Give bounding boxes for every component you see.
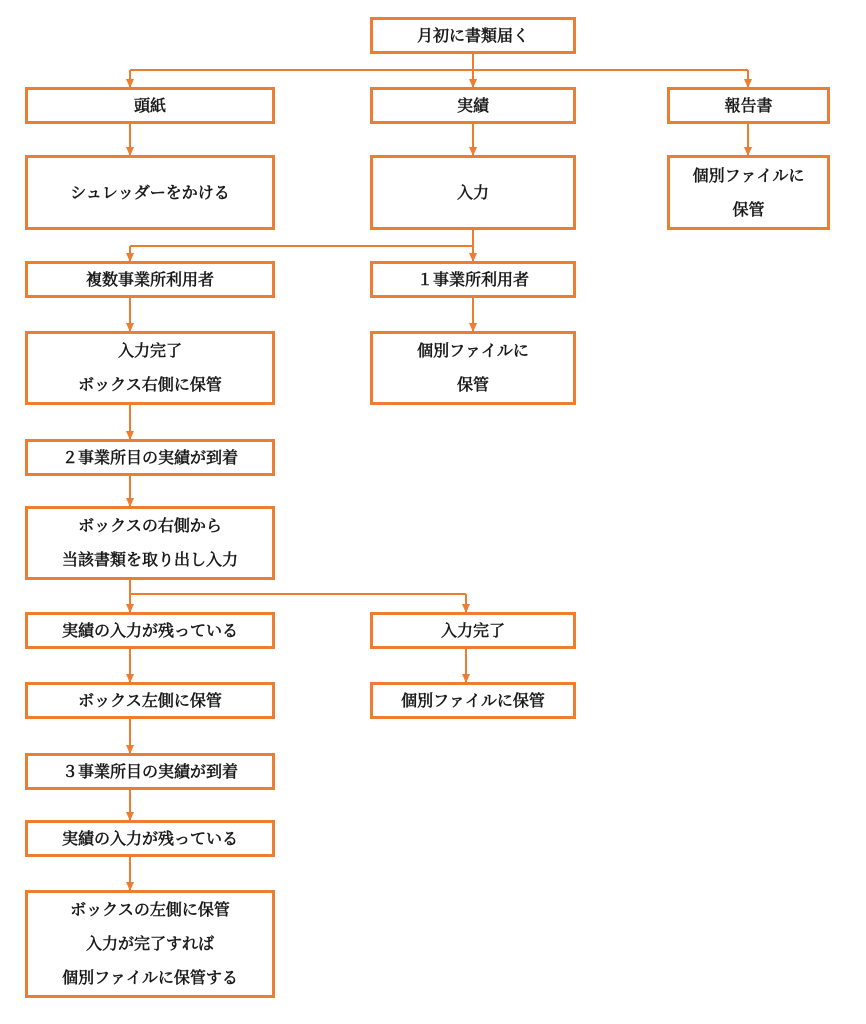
node-input (370, 155, 576, 230)
node-single-user-text: １事業所利用者 (416, 269, 529, 289)
node-input-text: 入力 (456, 182, 489, 202)
node-store-left (25, 682, 275, 719)
node-multi-done (25, 331, 275, 405)
node-third-arrive (25, 753, 275, 790)
node-single-user (370, 261, 576, 298)
node-report-file (667, 155, 830, 230)
node-start-text: 月初に書類届く (416, 25, 529, 45)
node-done2 (370, 612, 576, 649)
node-second-arrive-text: ２事業所目の実績が到着 (61, 447, 238, 467)
node-retrieve-line1: ボックスの右側から (78, 516, 222, 535)
node-file2 (370, 682, 576, 719)
node-store-left-text: ボックス左側に保管 (78, 690, 222, 710)
node-final-line2: 入力が完了すれば (85, 934, 214, 953)
node-results-text: 実績 (456, 95, 489, 115)
node-multi-done-line1: 入力完了 (117, 341, 182, 360)
node-multi-user (25, 261, 275, 298)
node-report-file-line1: 個別ファイルに (692, 165, 805, 185)
node-remaining1 (25, 612, 275, 649)
node-final-line3: 個別ファイルに保管する (62, 968, 238, 987)
edge-retrieve-split (130, 580, 466, 594)
node-single-file-line2: 保管 (456, 375, 489, 394)
node-single-file (370, 331, 576, 405)
node-second-arrive (25, 439, 275, 476)
node-final (25, 890, 275, 998)
node-start (370, 17, 576, 54)
node-third-arrive-text: ３事業所目の実績が到着 (61, 761, 238, 781)
node-remaining2 (25, 820, 275, 857)
node-retrieve (25, 506, 275, 580)
node-letterhead (25, 87, 275, 124)
node-letterhead-text: 頭紙 (133, 95, 166, 115)
node-single-file-line1: 個別ファイルに (417, 341, 529, 360)
node-report-file-line2: 保管 (732, 199, 765, 219)
edge-input-split (130, 230, 473, 246)
node-multi-done-line2: ボックス右側に保管 (78, 375, 222, 394)
node-final-line1: ボックスの左側に保管 (70, 900, 230, 919)
node-retrieve-line2: 当該書類を取り出し入力 (61, 550, 238, 569)
node-shredder (25, 155, 275, 230)
node-file2-text: 個別ファイルに保管 (401, 690, 545, 710)
node-remaining2-text: 実績の入力が残っている (61, 828, 238, 848)
node-remaining1-text: 実績の入力が残っている (61, 620, 238, 640)
node-report-text: 報告書 (724, 95, 773, 115)
node-done2-text: 入力完了 (440, 620, 505, 640)
node-results (370, 87, 576, 124)
node-multi-user-text: 複数事業所利用者 (85, 269, 214, 289)
node-shredder-text: シュレッダーをかける (70, 182, 230, 202)
node-report (667, 87, 830, 124)
